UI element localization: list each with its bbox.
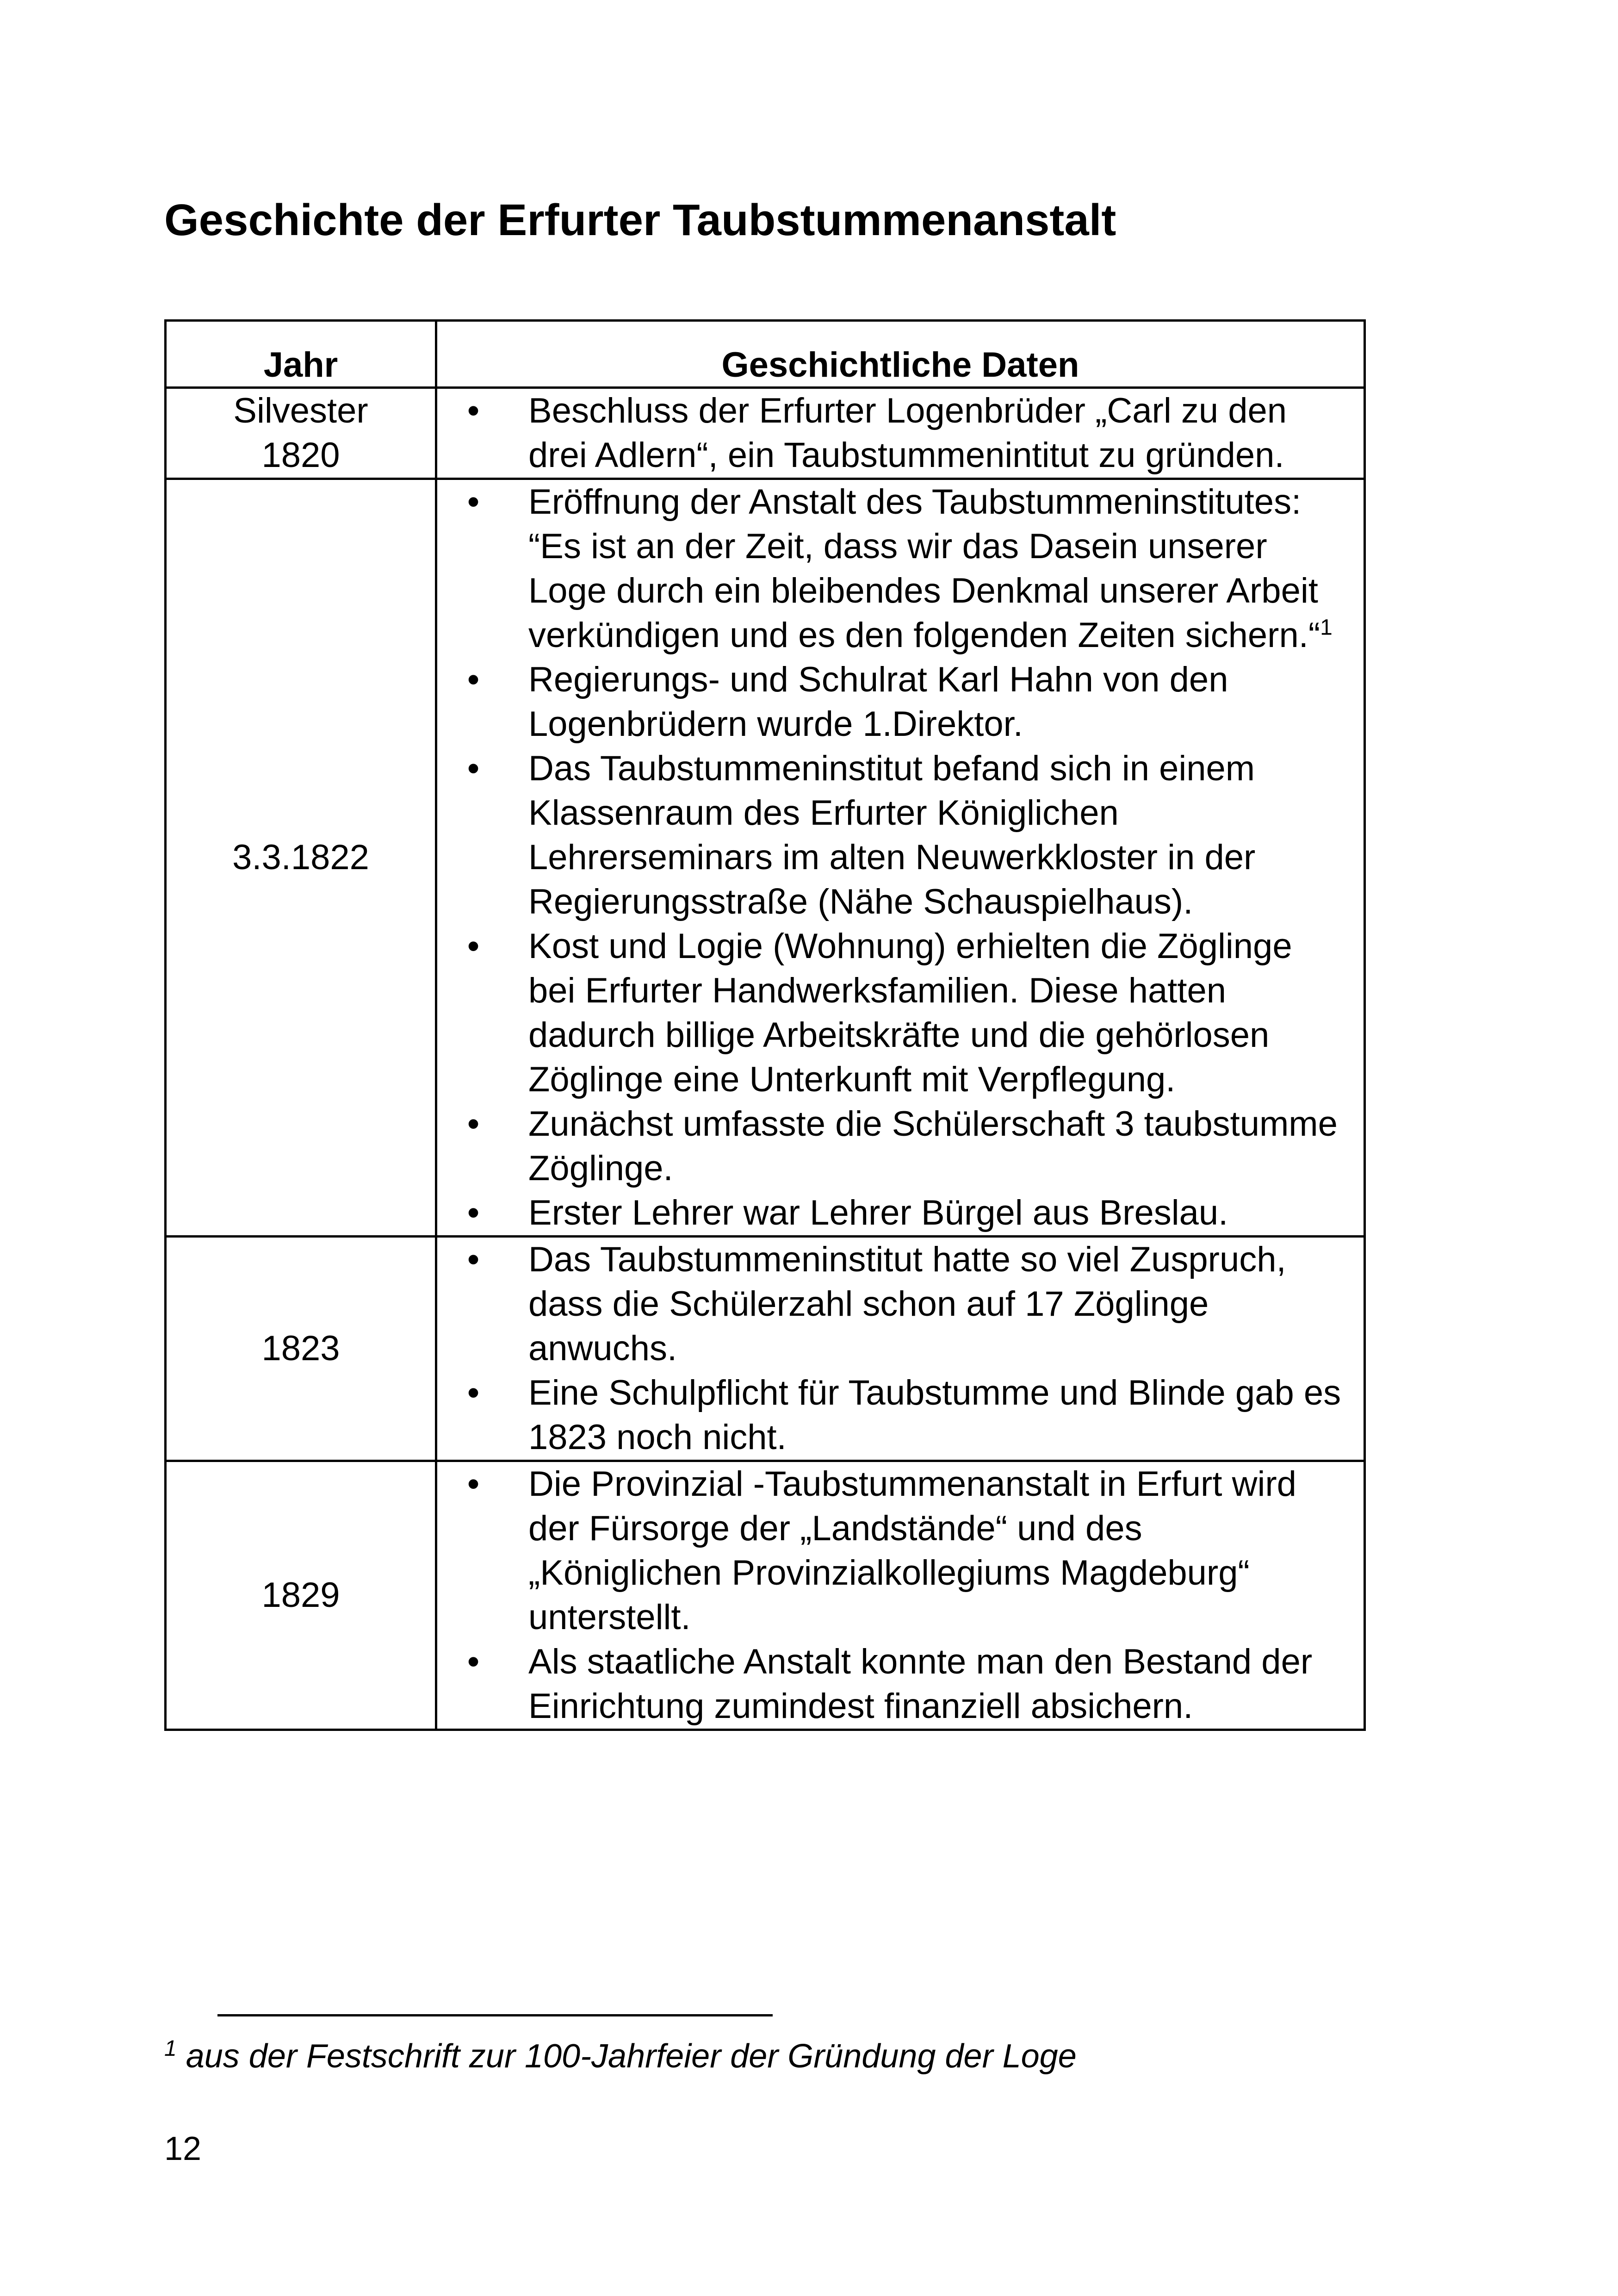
footnote-reference: 1: [1320, 615, 1333, 640]
header-year: Jahr: [166, 321, 436, 388]
table-row: [166, 479, 1365, 1237]
bullet-list: [437, 480, 1364, 1235]
year-cell: [166, 1461, 436, 1730]
data-cell: [436, 1237, 1365, 1461]
list-item: • Die Provinzial -Taubstummenanstalt in Erfurt wird der Fürsorge der „Landstände“ und des „Königlichen Provinzialkollegiums Magdeburg“ unterstellt.: [437, 1462, 1364, 1640]
list-item: • Eröffnung der Anstalt des Taubstummeninstitutes: “Es ist an der Zeit, dass wir das Dasein unserer Loge durch ein bleibendes Denkmal unserer Arbeit verkündigen und es den folgenden Zeiten sichern.“$^1$: [437, 480, 1364, 658]
page-number: 12: [164, 2130, 202, 2167]
data-cell: [436, 388, 1365, 479]
bullet-icon: •: [467, 1373, 480, 1412]
list-item: • Als staatliche Anstalt konnte man den Bestand der Einrichtung zumindest finanziell absichern.: [437, 1640, 1364, 1729]
year-cell: [166, 1237, 436, 1461]
bullet-icon: •: [467, 660, 480, 699]
list-item: • Das Taubstummeninstitut befand sich in einem Klassenraum des Erfurter Königlichen Lehrerseminars im alten Neuwerkkloster in der Regierungsstraße (Nähe Schauspielhaus).: [437, 747, 1364, 924]
bullet-list: [437, 1238, 1364, 1460]
list-item: • Beschluss der Erfurter Logenbrüder „Carl zu den drei Adlern“, ein Taubstummenintitut zu gründen.: [437, 389, 1364, 478]
bullet-icon: •: [467, 1104, 480, 1144]
bullet-list: [437, 389, 1364, 478]
bullet-icon: •: [467, 1193, 480, 1232]
bullet-list: [437, 1462, 1364, 1729]
bullet-icon: •: [467, 391, 480, 430]
table-row: [166, 1237, 1365, 1461]
footnote-text: aus der Festschrift zur 100-Jahrfeier der Gründung der Loge: [186, 2038, 1077, 2075]
data-cell: [436, 479, 1365, 1237]
list-item: • Kost und Logie (Wohnung) erhielten die Zöglinge bei Erfurter Handwerksfamilien. Diese hatten dadurch billige Arbeitskräfte und die gehörlosen Zöglinge eine Unterkunft mit Verpflegung.: [437, 924, 1364, 1102]
footnote-number: 1: [164, 2036, 177, 2061]
year-text: 1829: [261, 1575, 340, 1615]
table-row: [166, 388, 1365, 479]
table-header-row: [166, 321, 1365, 388]
page-title: Geschichte der Erfurter Taubstummenanstalt: [164, 195, 1116, 245]
list-item: • Regierungs- und Schulrat Karl Hahn von den Logenbrüdern wurde 1.Direktor.: [437, 658, 1364, 747]
list-item: • Erster Lehrer war Lehrer Bürgel aus Breslau.: [437, 1191, 1364, 1235]
year-text: Silvester 1820: [233, 391, 368, 475]
bullet-icon: •: [467, 482, 480, 522]
list-item: • Das Taubstummeninstitut hatte so viel Zuspruch, dass die Schülerzahl schon auf 17 Zöglinge anwuchs.: [437, 1238, 1364, 1371]
list-item: • Eine Schulpflicht für Taubstumme und Blinde gab es 1823 noch nicht.: [437, 1371, 1364, 1460]
bullet-icon: •: [467, 927, 480, 966]
footnote: [164, 2036, 1077, 2076]
bullet-icon: •: [467, 749, 480, 788]
list-item: • Zunächst umfasste die Schülerschaft 3 taubstumme Zöglinge.: [437, 1102, 1364, 1191]
year-cell: [166, 479, 436, 1237]
bullet-icon: •: [467, 1240, 480, 1279]
history-table: [164, 319, 1366, 1731]
bullet-icon: •: [467, 1464, 480, 1504]
table-row: [166, 1461, 1365, 1730]
year-text: 3.3.1822: [232, 838, 369, 877]
header-data: Geschichtliche Daten: [436, 321, 1365, 388]
year-cell: [166, 388, 436, 479]
data-cell: [436, 1461, 1365, 1730]
footnote-divider: [217, 2014, 773, 2016]
year-text: 1823: [261, 1329, 340, 1368]
bullet-icon: •: [467, 1642, 480, 1681]
